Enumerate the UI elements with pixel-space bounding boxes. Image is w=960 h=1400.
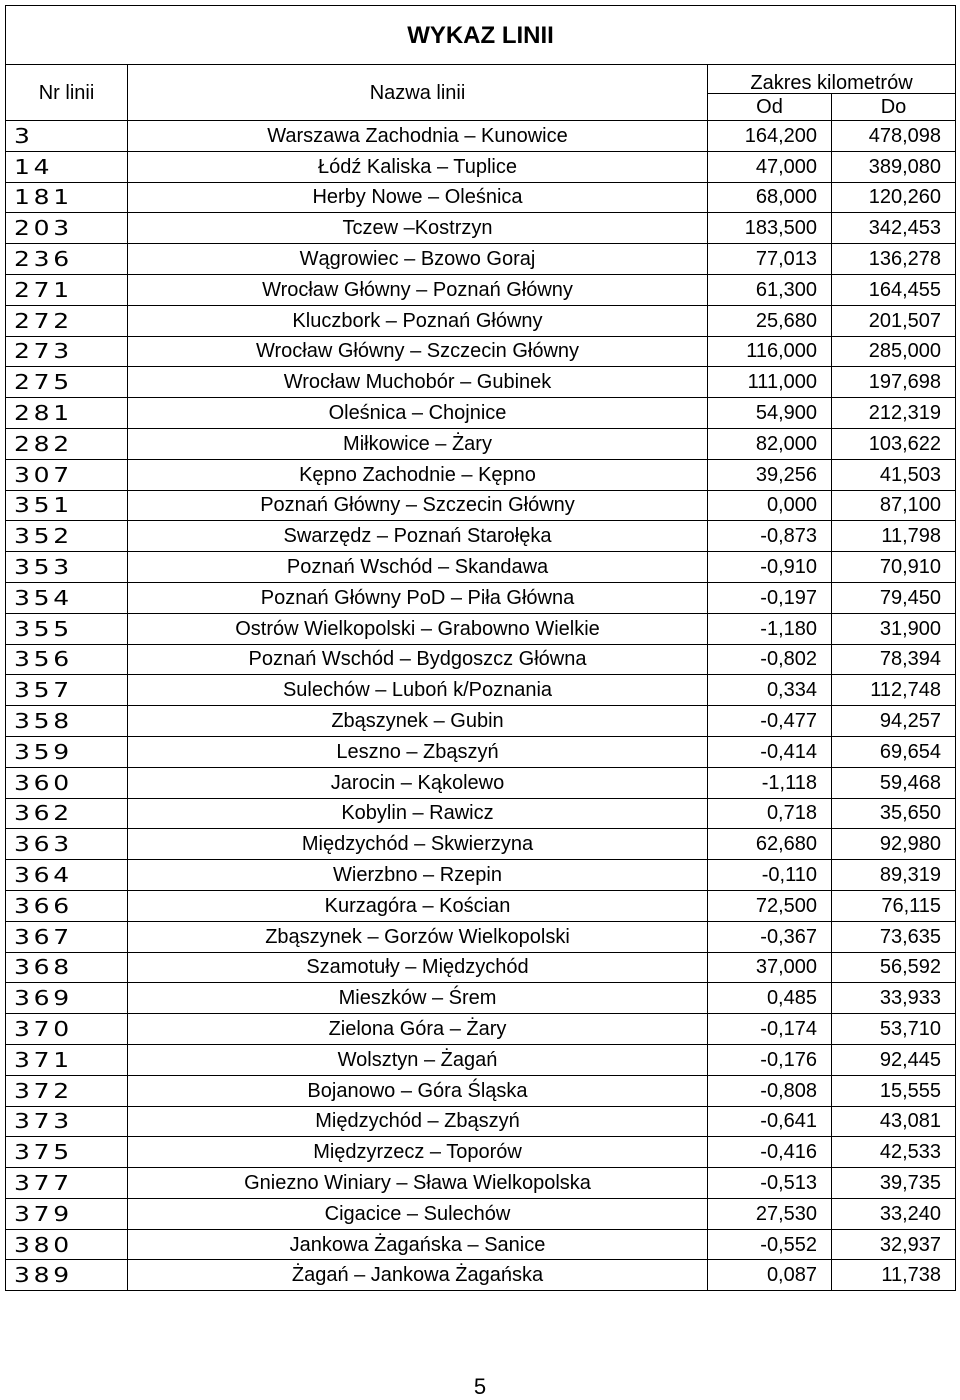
table-row bbox=[6, 798, 956, 829]
header-km-from: Od bbox=[708, 94, 832, 121]
km-from: -0,174 bbox=[708, 1014, 832, 1045]
line-name: Bojanowo – Góra Śląska bbox=[128, 1075, 708, 1106]
km-from: 111,000 bbox=[708, 367, 832, 398]
line-number: 367 bbox=[14, 924, 73, 949]
page-number: 5 bbox=[473, 1374, 487, 1399]
line-number: 377 bbox=[14, 1170, 73, 1195]
km-to: 120,260 bbox=[832, 182, 956, 213]
km-to: 41,503 bbox=[832, 459, 956, 490]
line-number-cell bbox=[6, 1044, 128, 1075]
km-from: 62,680 bbox=[708, 829, 832, 860]
line-name: Szamotuły – Międzychód bbox=[128, 952, 708, 983]
line-name: Tczew –Kostrzyn bbox=[128, 213, 708, 244]
km-from: 47,000 bbox=[708, 151, 832, 182]
km-from: -0,414 bbox=[708, 736, 832, 767]
table-row bbox=[6, 1075, 956, 1106]
table-row bbox=[6, 706, 956, 737]
line-number: 236 bbox=[14, 247, 73, 272]
line-name: Wrocław Główny – Szczecin Główny bbox=[128, 336, 708, 367]
table-title-row bbox=[6, 6, 956, 65]
table-row bbox=[6, 521, 956, 552]
line-number: 203 bbox=[14, 216, 73, 241]
table-row bbox=[6, 244, 956, 275]
line-number-cell bbox=[6, 644, 128, 675]
line-number: 372 bbox=[14, 1078, 73, 1103]
km-from: -0,110 bbox=[708, 860, 832, 891]
km-from: 164,200 bbox=[708, 121, 832, 152]
line-number: 351 bbox=[14, 493, 73, 518]
line-number-cell bbox=[6, 151, 128, 182]
line-name: Mieszków – Śrem bbox=[128, 983, 708, 1014]
km-to: 285,000 bbox=[832, 336, 956, 367]
line-number-cell bbox=[6, 582, 128, 613]
km-from: 0,087 bbox=[708, 1260, 832, 1291]
km-to: 112,748 bbox=[832, 675, 956, 706]
line-number-cell bbox=[6, 983, 128, 1014]
line-name: Kurzagóra – Kościan bbox=[128, 890, 708, 921]
line-name: Zbąszynek – Gorzów Wielkopolski bbox=[128, 921, 708, 952]
table-row bbox=[6, 736, 956, 767]
line-number-cell bbox=[6, 213, 128, 244]
table-row bbox=[6, 952, 956, 983]
line-number-cell bbox=[6, 613, 128, 644]
km-from: -0,910 bbox=[708, 552, 832, 583]
km-to: 212,319 bbox=[832, 398, 956, 429]
line-number-cell bbox=[6, 1229, 128, 1260]
km-to: 92,980 bbox=[832, 829, 956, 860]
km-to: 69,654 bbox=[832, 736, 956, 767]
km-from: 25,680 bbox=[708, 305, 832, 336]
header-line-name: Nazwa linii bbox=[128, 65, 708, 121]
km-to: 53,710 bbox=[832, 1014, 956, 1045]
km-from: 0,000 bbox=[708, 490, 832, 521]
line-name: Swarzędz – Poznań Starołęka bbox=[128, 521, 708, 552]
km-to: 136,278 bbox=[832, 244, 956, 275]
line-number-cell bbox=[6, 829, 128, 860]
km-from: -0,873 bbox=[708, 521, 832, 552]
line-number-cell bbox=[6, 736, 128, 767]
line-name: Cigacice – Sulechów bbox=[128, 1198, 708, 1229]
km-to: 32,937 bbox=[832, 1229, 956, 1260]
km-from: -0,641 bbox=[708, 1106, 832, 1137]
line-number: 181 bbox=[14, 185, 73, 210]
line-name: Jarocin – Kąkolewo bbox=[128, 767, 708, 798]
km-to: 42,533 bbox=[832, 1137, 956, 1168]
header-km-range: Zakres kilometrów bbox=[708, 65, 956, 94]
km-from: -0,197 bbox=[708, 582, 832, 613]
table-row bbox=[6, 552, 956, 583]
table-row bbox=[6, 305, 956, 336]
table-row bbox=[6, 983, 956, 1014]
line-number: 370 bbox=[14, 1017, 73, 1041]
km-from: -1,118 bbox=[708, 767, 832, 798]
table-row bbox=[6, 1260, 956, 1291]
line-name: Warszawa Zachodnia – Kunowice bbox=[128, 121, 708, 152]
km-from: 0,718 bbox=[708, 798, 832, 829]
table-row bbox=[6, 829, 956, 860]
line-number: 352 bbox=[14, 524, 73, 549]
km-to: 56,592 bbox=[832, 952, 956, 983]
line-number: 368 bbox=[14, 955, 73, 980]
table-row bbox=[6, 490, 956, 521]
km-to: 87,100 bbox=[832, 490, 956, 521]
line-name: Kępno Zachodnie – Kępno bbox=[128, 459, 708, 490]
km-from: -0,367 bbox=[708, 921, 832, 952]
km-to: 76,115 bbox=[832, 890, 956, 921]
km-to: 197,698 bbox=[832, 367, 956, 398]
line-number-cell bbox=[6, 675, 128, 706]
line-name: Kobylin – Rawicz bbox=[128, 798, 708, 829]
line-number-cell bbox=[6, 459, 128, 490]
km-to: 70,910 bbox=[832, 552, 956, 583]
line-number-cell bbox=[6, 890, 128, 921]
line-number: 357 bbox=[14, 678, 73, 703]
header-line-number: Nr linii bbox=[6, 65, 128, 121]
line-name: Ostrów Wielkopolski – Grabowno Wielkie bbox=[128, 613, 708, 644]
table-row bbox=[6, 1168, 956, 1199]
km-to: 389,080 bbox=[832, 151, 956, 182]
km-from: -0,176 bbox=[708, 1044, 832, 1075]
line-number: 14 bbox=[14, 154, 54, 179]
table-row bbox=[6, 213, 956, 244]
line-number: 364 bbox=[14, 863, 73, 888]
line-name: Poznań Wschód – Bydgoszcz Główna bbox=[128, 644, 708, 675]
km-from: -0,416 bbox=[708, 1137, 832, 1168]
km-from: 82,000 bbox=[708, 428, 832, 459]
line-number-cell bbox=[6, 521, 128, 552]
table-row bbox=[6, 121, 956, 152]
line-name: Miłkowice – Żary bbox=[128, 428, 708, 459]
km-from: -0,477 bbox=[708, 706, 832, 737]
line-name: Poznań Główny – Szczecin Główny bbox=[128, 490, 708, 521]
table-row bbox=[6, 459, 956, 490]
km-to: 73,635 bbox=[832, 921, 956, 952]
line-number: 375 bbox=[14, 1140, 73, 1165]
km-to: 89,319 bbox=[832, 860, 956, 891]
line-name: Wrocław Muchobór – Gubinek bbox=[128, 367, 708, 398]
table-body bbox=[6, 121, 956, 1291]
table-row bbox=[6, 182, 956, 213]
km-from: 37,000 bbox=[708, 952, 832, 983]
km-to: 201,507 bbox=[832, 305, 956, 336]
table-row bbox=[6, 613, 956, 644]
line-name: Kluczbork – Poznań Główny bbox=[128, 305, 708, 336]
line-number: 355 bbox=[14, 616, 73, 641]
km-from: 27,530 bbox=[708, 1198, 832, 1229]
table-row bbox=[6, 1014, 956, 1045]
km-from: -1,180 bbox=[708, 613, 832, 644]
km-from: 116,000 bbox=[708, 336, 832, 367]
line-name: Wierzbno – Rzepin bbox=[128, 860, 708, 891]
line-number-cell bbox=[6, 336, 128, 367]
line-name: Sulechów – Luboń k/Poznania bbox=[128, 675, 708, 706]
line-name: Herby Nowe – Oleśnica bbox=[128, 182, 708, 213]
line-number-cell bbox=[6, 552, 128, 583]
header-km-to: Do bbox=[832, 94, 956, 121]
line-name: Zielona Góra – Żary bbox=[128, 1014, 708, 1045]
line-number-cell bbox=[6, 274, 128, 305]
km-from: 72,500 bbox=[708, 890, 832, 921]
table-row bbox=[6, 1229, 956, 1260]
line-number-cell bbox=[6, 1168, 128, 1199]
header-row bbox=[6, 65, 956, 94]
table-row bbox=[6, 767, 956, 798]
km-to: 11,738 bbox=[832, 1260, 956, 1291]
km-from: 61,300 bbox=[708, 274, 832, 305]
km-from: 77,013 bbox=[708, 244, 832, 275]
table-row bbox=[6, 921, 956, 952]
table-row bbox=[6, 1198, 956, 1229]
line-name: Wolsztyn – Żagań bbox=[128, 1044, 708, 1075]
line-number: 273 bbox=[14, 339, 73, 364]
line-number: 380 bbox=[14, 1232, 73, 1257]
line-name: Żagań – Jankowa Żagańska bbox=[128, 1260, 708, 1291]
line-name: Międzychód – Skwierzyna bbox=[128, 829, 708, 860]
km-to: 94,257 bbox=[832, 706, 956, 737]
km-to: 43,081 bbox=[832, 1106, 956, 1137]
km-to: 79,450 bbox=[832, 582, 956, 613]
km-from: -0,513 bbox=[708, 1168, 832, 1199]
line-number-cell bbox=[6, 706, 128, 737]
line-number: 356 bbox=[14, 647, 73, 672]
table-row bbox=[6, 675, 956, 706]
line-number-cell bbox=[6, 398, 128, 429]
line-number: 271 bbox=[14, 277, 73, 302]
line-number: 281 bbox=[14, 401, 73, 426]
line-number-cell bbox=[6, 1106, 128, 1137]
km-to: 11,798 bbox=[832, 521, 956, 552]
table-row bbox=[6, 1044, 956, 1075]
line-name: Łódź Kaliska – Tuplice bbox=[128, 151, 708, 182]
line-number-cell bbox=[6, 798, 128, 829]
line-name: Gniezno Winiary – Sława Wielkopolska bbox=[128, 1168, 708, 1199]
line-number: 272 bbox=[14, 308, 73, 333]
km-to: 103,622 bbox=[832, 428, 956, 459]
km-to: 342,453 bbox=[832, 213, 956, 244]
table-title: WYKAZ LINII bbox=[6, 6, 956, 65]
km-to: 15,555 bbox=[832, 1075, 956, 1106]
line-name: Międzychód – Zbąszyń bbox=[128, 1106, 708, 1137]
line-number-cell bbox=[6, 1260, 128, 1291]
table-row bbox=[6, 274, 956, 305]
km-to: 59,468 bbox=[832, 767, 956, 798]
line-number-cell bbox=[6, 921, 128, 952]
km-to: 78,394 bbox=[832, 644, 956, 675]
line-list-table bbox=[5, 5, 956, 1291]
table-row bbox=[6, 398, 956, 429]
line-name: Wągrowiec – Bzowo Goraj bbox=[128, 244, 708, 275]
line-number: 363 bbox=[14, 832, 73, 857]
line-number: 282 bbox=[14, 431, 73, 456]
line-number: 353 bbox=[14, 555, 73, 580]
line-number-cell bbox=[6, 1014, 128, 1045]
line-number-cell bbox=[6, 1198, 128, 1229]
line-number: 373 bbox=[14, 1109, 73, 1134]
line-number-cell bbox=[6, 952, 128, 983]
km-from: 0,485 bbox=[708, 983, 832, 1014]
table-row bbox=[6, 582, 956, 613]
table-row bbox=[6, 428, 956, 459]
line-number-cell bbox=[6, 244, 128, 275]
km-from: -0,552 bbox=[708, 1229, 832, 1260]
table-row bbox=[6, 336, 956, 367]
line-number-cell bbox=[6, 1137, 128, 1168]
line-name: Międzyrzecz – Toporów bbox=[128, 1137, 708, 1168]
line-number: 371 bbox=[14, 1047, 73, 1072]
line-name: Wrocław Główny – Poznań Główny bbox=[128, 274, 708, 305]
line-name: Jankowa Żagańska – Sanice bbox=[128, 1229, 708, 1260]
km-from: -0,808 bbox=[708, 1075, 832, 1106]
line-number: 358 bbox=[14, 709, 73, 734]
km-from: 68,000 bbox=[708, 182, 832, 213]
km-to: 478,098 bbox=[832, 121, 956, 152]
line-number-cell bbox=[6, 490, 128, 521]
line-number: 379 bbox=[14, 1201, 73, 1226]
line-name: Poznań Wschód – Skandawa bbox=[128, 552, 708, 583]
km-from: 39,256 bbox=[708, 459, 832, 490]
line-name: Zbąszynek – Gubin bbox=[128, 706, 708, 737]
km-to: 33,933 bbox=[832, 983, 956, 1014]
line-number: 359 bbox=[14, 739, 73, 764]
line-number-cell bbox=[6, 860, 128, 891]
line-number: 354 bbox=[14, 585, 73, 610]
line-number-cell bbox=[6, 305, 128, 336]
line-name: Leszno – Zbąszyń bbox=[128, 736, 708, 767]
km-to: 164,455 bbox=[832, 274, 956, 305]
line-number-cell bbox=[6, 428, 128, 459]
km-to: 92,445 bbox=[832, 1044, 956, 1075]
km-to: 35,650 bbox=[832, 798, 956, 829]
line-number: 360 bbox=[14, 770, 73, 795]
table-row bbox=[6, 1137, 956, 1168]
line-number: 366 bbox=[14, 893, 73, 918]
line-name: Oleśnica – Chojnice bbox=[128, 398, 708, 429]
line-number: 275 bbox=[14, 370, 73, 395]
line-number-cell bbox=[6, 121, 128, 152]
km-to: 39,735 bbox=[832, 1168, 956, 1199]
line-number-cell bbox=[6, 182, 128, 213]
line-number: 389 bbox=[14, 1263, 73, 1288]
line-number-cell bbox=[6, 367, 128, 398]
km-to: 31,900 bbox=[832, 613, 956, 644]
km-from: 0,334 bbox=[708, 675, 832, 706]
line-number-cell bbox=[6, 767, 128, 798]
line-number: 362 bbox=[14, 801, 73, 826]
km-from: 54,900 bbox=[708, 398, 832, 429]
line-number-cell bbox=[6, 1075, 128, 1106]
table-row bbox=[6, 860, 956, 891]
line-name: Poznań Główny PoD – Piła Główna bbox=[128, 582, 708, 613]
km-to: 33,240 bbox=[832, 1198, 956, 1229]
line-number: 369 bbox=[14, 986, 73, 1011]
table-row bbox=[6, 890, 956, 921]
km-from: -0,802 bbox=[708, 644, 832, 675]
km-from: 183,500 bbox=[708, 213, 832, 244]
line-number: 3 bbox=[14, 123, 34, 148]
table-row bbox=[6, 151, 956, 182]
line-number: 307 bbox=[14, 462, 73, 487]
table-row bbox=[6, 1106, 956, 1137]
table-row bbox=[6, 367, 956, 398]
table-row bbox=[6, 644, 956, 675]
